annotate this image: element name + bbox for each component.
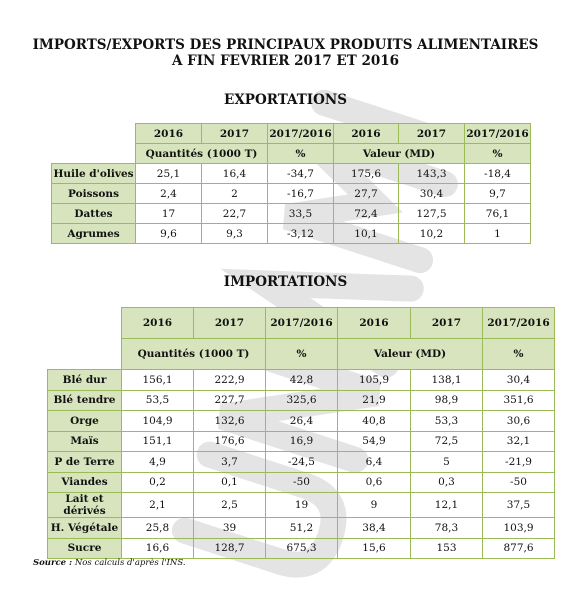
table-cell: 0,3 (411, 472, 483, 493)
table-row (48, 390, 555, 411)
row-label: Blé dur (48, 370, 122, 391)
imports-table (47, 307, 555, 559)
table-cell: 78,3 (411, 518, 483, 539)
table-cell: 12,1 (411, 493, 483, 518)
row-label: Lait et dérivés (48, 493, 122, 518)
table-cell: -34,7 (268, 164, 334, 184)
table-cell: 72,4 (334, 204, 399, 224)
table-cell: 17 (136, 204, 202, 224)
table-cell: 37,5 (483, 493, 555, 518)
header-cell: 2017/2016 (266, 308, 338, 339)
table-cell: 5 (411, 452, 483, 473)
table-row (48, 431, 555, 452)
table-cell: 227,7 (194, 390, 266, 411)
table-cell: 30,6 (483, 411, 555, 432)
unit-header-percent: % (266, 339, 338, 370)
table-cell: 53,5 (122, 390, 194, 411)
table-row (52, 204, 531, 224)
table-cell: 25,8 (122, 518, 194, 539)
table-cell: 16,9 (266, 431, 338, 452)
empty-corner (52, 144, 136, 164)
table-cell: -50 (483, 472, 555, 493)
source-label: Source : (33, 558, 73, 568)
row-label: Orge (48, 411, 122, 432)
row-label: Viandes (48, 472, 122, 493)
table-cell: 105,9 (338, 370, 411, 391)
table-cell: 9,3 (202, 224, 268, 244)
source-text: Nos calculs d'après l'INS. (72, 558, 186, 568)
table-cell: 2,4 (136, 184, 202, 204)
table-cell: 27,7 (334, 184, 399, 204)
table-row (48, 411, 555, 432)
header-cell: 2017/2016 (483, 308, 555, 339)
table-cell: -24,5 (266, 452, 338, 473)
table-cell: -21,9 (483, 452, 555, 473)
table-cell: 72,5 (411, 431, 483, 452)
table-cell: 0,6 (338, 472, 411, 493)
table-cell: 103,9 (483, 518, 555, 539)
table-cell: 222,9 (194, 370, 266, 391)
table-cell: 153 (411, 538, 483, 559)
table-cell: 0,2 (122, 472, 194, 493)
header-cell: 2017 (202, 124, 268, 144)
table-cell: 2,5 (194, 493, 266, 518)
exports-year-header-row (52, 124, 531, 144)
table-cell: 128,7 (194, 538, 266, 559)
document-title-line2: A FIN FEVRIER 2017 ET 2016 (171, 53, 400, 69)
table-cell: 0,1 (194, 472, 266, 493)
header-cell: 2016 (136, 124, 202, 144)
table-cell: 104,9 (122, 411, 194, 432)
table-cell: 42,8 (266, 370, 338, 391)
table-cell: 4,9 (122, 452, 194, 473)
imports-year-header-row (48, 308, 555, 339)
header-cell: 2017/2016 (465, 124, 531, 144)
table-cell: 76,1 (465, 204, 531, 224)
table-cell: 16,4 (202, 164, 268, 184)
table-cell: -3,12 (268, 224, 334, 244)
row-label: Agrumes (52, 224, 136, 244)
table-cell: 9,7 (465, 184, 531, 204)
empty-corner (48, 308, 122, 339)
table-cell: 877,6 (483, 538, 555, 559)
table-cell: 1 (465, 224, 531, 244)
table-cell: 25,1 (136, 164, 202, 184)
header-cell: 2016 (334, 124, 399, 144)
row-label: Huile d'olives (52, 164, 136, 184)
unit-header-percent: % (465, 144, 531, 164)
table-cell: 32,1 (483, 431, 555, 452)
table-cell: 675,3 (266, 538, 338, 559)
table-cell: 138,1 (411, 370, 483, 391)
imports-unit-header-row (48, 339, 555, 370)
row-label: Dattes (52, 204, 136, 224)
exports-heading: EXPORTATIONS (224, 92, 347, 108)
header-cell: 2017 (411, 308, 483, 339)
table-cell: 3,7 (194, 452, 266, 473)
table-row (48, 370, 555, 391)
table-row (48, 452, 555, 473)
unit-header-percent: % (483, 339, 555, 370)
table-cell: 39 (194, 518, 266, 539)
table-cell: 6,4 (338, 452, 411, 473)
table-row (52, 224, 531, 244)
row-label: Maïs (48, 431, 122, 452)
table-cell: 151,1 (122, 431, 194, 452)
table-row (52, 164, 531, 184)
table-cell: 16,6 (122, 538, 194, 559)
unit-header-value: Valeur (MD) (338, 339, 483, 370)
row-label: Poissons (52, 184, 136, 204)
table-cell: 2 (202, 184, 268, 204)
row-label: Blé tendre (48, 390, 122, 411)
table-cell: 30,4 (399, 184, 465, 204)
table-cell: 9 (338, 493, 411, 518)
row-label: Sucre (48, 538, 122, 559)
table-cell: 127,5 (399, 204, 465, 224)
source-note (33, 558, 186, 568)
header-cell: 2017 (399, 124, 465, 144)
unit-header-quantity: Quantités (1000 T) (136, 144, 268, 164)
table-cell: 325,6 (266, 390, 338, 411)
table-cell: -16,7 (268, 184, 334, 204)
table-cell: 54,9 (338, 431, 411, 452)
table-cell: 2,1 (122, 493, 194, 518)
table-cell: 98,9 (411, 390, 483, 411)
table-cell: 19 (266, 493, 338, 518)
table-cell: 21,9 (338, 390, 411, 411)
header-cell: 2016 (338, 308, 411, 339)
header-cell: 2016 (122, 308, 194, 339)
table-row (48, 472, 555, 493)
table-cell: 9,6 (136, 224, 202, 244)
document-title-line1: IMPORTS/EXPORTS DES PRINCIPAUX PRODUITS ALIMENTAIRES (32, 37, 539, 53)
table-cell: 156,1 (122, 370, 194, 391)
row-label: P de Terre (48, 452, 122, 473)
table-row (52, 184, 531, 204)
empty-corner (52, 124, 136, 144)
table-cell: 33,5 (268, 204, 334, 224)
exports-table (51, 123, 531, 244)
table-cell: 15,6 (338, 538, 411, 559)
table-cell: 40,8 (338, 411, 411, 432)
unit-header-percent: % (268, 144, 334, 164)
header-cell: 2017 (194, 308, 266, 339)
table-cell: -50 (266, 472, 338, 493)
table-row (48, 518, 555, 539)
exports-unit-header-row (52, 144, 531, 164)
table-row (48, 493, 555, 518)
table-cell: 176,6 (194, 431, 266, 452)
row-label: H. Végétale (48, 518, 122, 539)
header-cell: 2017/2016 (268, 124, 334, 144)
unit-header-quantity: Quantités (1000 T) (122, 339, 266, 370)
table-cell: 26,4 (266, 411, 338, 432)
table-cell: 10,2 (399, 224, 465, 244)
table-cell: 143,3 (399, 164, 465, 184)
table-cell: 175,6 (334, 164, 399, 184)
table-cell: 30,4 (483, 370, 555, 391)
table-cell: 51,2 (266, 518, 338, 539)
table-cell: 10,1 (334, 224, 399, 244)
empty-corner (48, 339, 122, 370)
table-cell: 38,4 (338, 518, 411, 539)
unit-header-value: Valeur (MD) (334, 144, 465, 164)
table-row (48, 538, 555, 559)
table-cell: 53,3 (411, 411, 483, 432)
imports-heading: IMPORTATIONS (223, 274, 348, 290)
table-cell: 132,6 (194, 411, 266, 432)
table-cell: -18,4 (465, 164, 531, 184)
table-cell: 351,6 (483, 390, 555, 411)
table-cell: 22,7 (202, 204, 268, 224)
